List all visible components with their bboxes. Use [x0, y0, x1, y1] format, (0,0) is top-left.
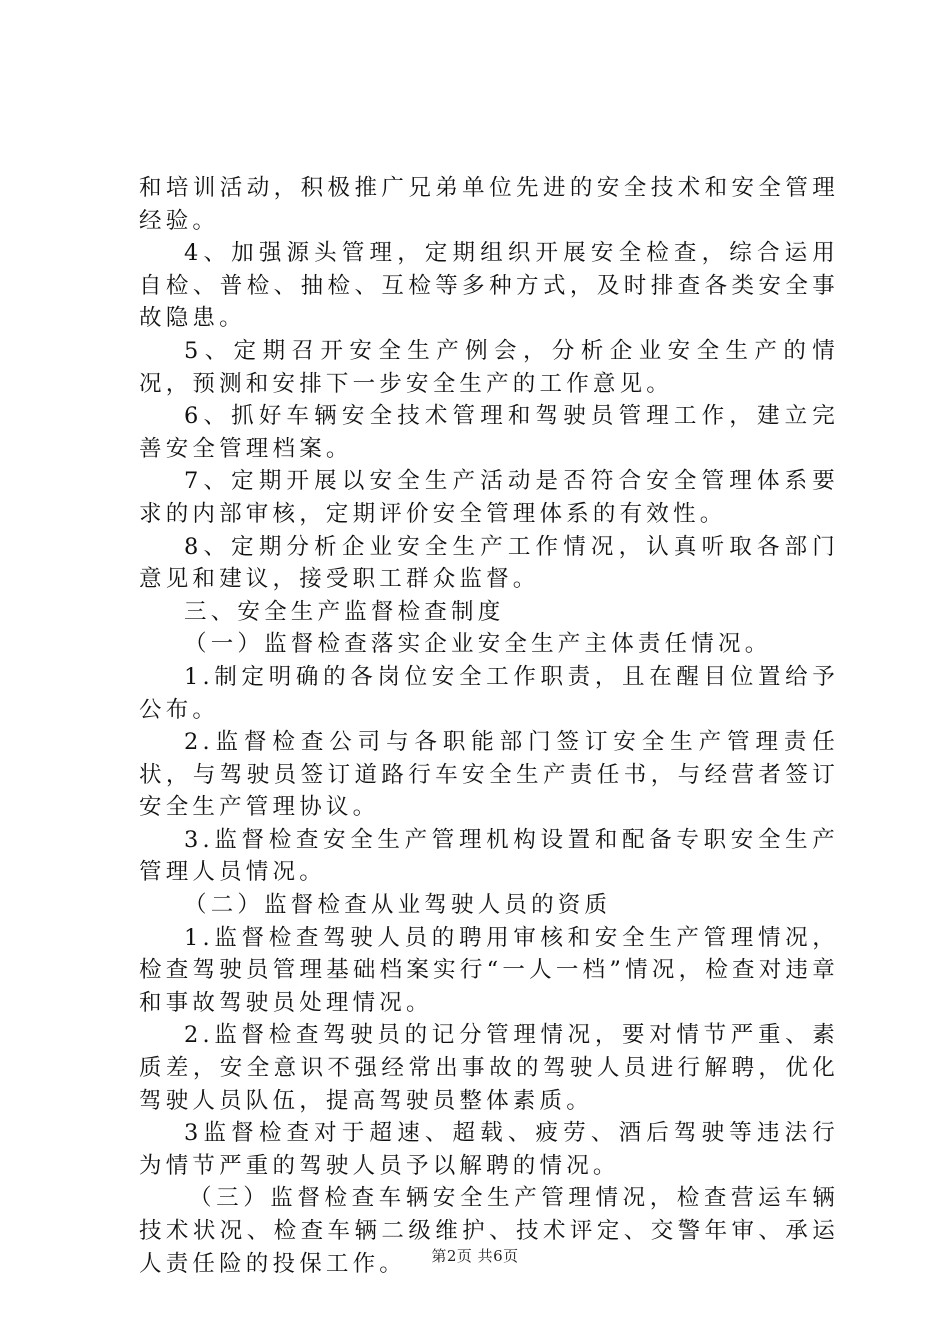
paragraph-sub-1-3: 3.监督检查安全生产管理机构设置和配备专职安全生产管理人员情况。	[139, 826, 839, 886]
paragraph-item-4: 4、加强源头管理，定期组织开展安全检查，综合运用自检、普检、抽检、互检等多种方式，及时排查各类安全事故隐患。	[139, 240, 839, 332]
paragraph-item-7: 7、定期开展以安全生产活动是否符合安全管理体系要求的内部审核，定期评价安全管理体系的有效性。	[139, 468, 839, 527]
paragraph-item-5: 5、定期召开安全生产例会，分析企业安全生产的情况，预测和安排下一步安全生产的工作意见。	[139, 337, 839, 397]
paragraph-sub-1-1: 1.制定明确的各岗位安全工作职责，且在醒目位置给予公布。	[139, 663, 839, 723]
paragraph-item-8: 8、定期分析企业安全生产工作情况，认真听取各部门意见和建议，接受职工群众监督。	[139, 533, 839, 593]
paragraph-sub-1-2: 2.监督检查公司与各职能部门签订安全生产管理责任状，与驾驶员签订道路行车安全生产责任书，与经营者签订安全生产管理协议。	[139, 729, 839, 821]
paragraph-sub-2-3: 3监督检查对于超速、超载、疲劳、酒后驾驶等违法行为情节严重的驾驶人员予以解聘的情况。	[139, 1120, 839, 1179]
subsection-heading-1: （一）监督检查落实企业安全生产主体责任情况。	[184, 631, 772, 658]
paragraph-continuation: 和培训活动，积极推广兄弟单位先进的安全技术和安全管理经验。	[139, 175, 839, 234]
paragraph-sub-2-2: 2.监督检查驾驶员的记分管理情况，要对情节严重、素质差，安全意识不强经常出事故的驾驶人员进行解聘，优化驾驶人员队伍，提高驾驶员整体素质。	[139, 1022, 839, 1114]
subsection-heading-2: （二）监督检查从业驾驶人员的资质	[184, 892, 612, 919]
page-number-footer: 第2页 共6页	[431, 1247, 519, 1265]
section-heading-3: 三、安全生产监督检查制度	[184, 598, 505, 625]
document-body	[139, 172, 839, 1280]
paragraph-item-6: 6、抓好车辆安全技术管理和驾驶员管理工作，建立完善安全管理档案。	[139, 403, 839, 462]
paragraph-sub-2-1: 1.监督检查驾驶人员的聘用审核和安全生产管理情况，检查驾驶员管理基础档案实行“一人一档”情况，检查对违章和事故驾驶员处理情况。	[139, 924, 839, 1016]
subsection-heading-3: （三）监督检查车辆安全生产管理情况，检查营运车辆技术状况、检查车辆二级维护、技术评定、交警年审、承运人责任险的投保工作。	[139, 1185, 839, 1277]
